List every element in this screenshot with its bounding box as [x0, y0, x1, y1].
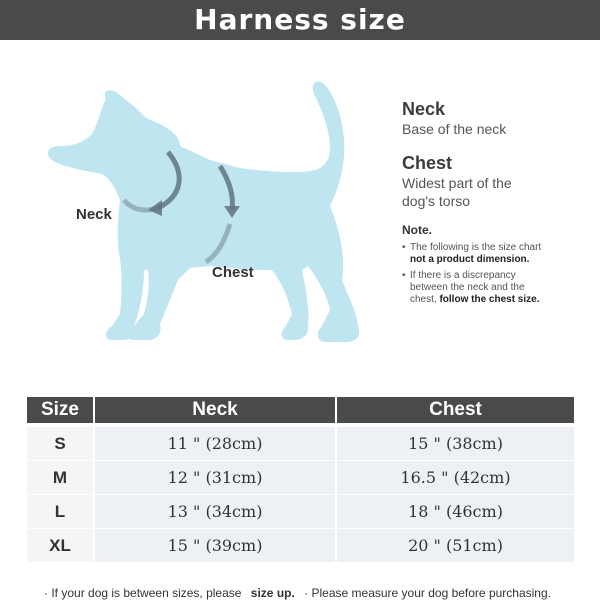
- note-item-2: [402, 270, 592, 306]
- size-cell: M: [27, 461, 93, 494]
- header-chest: Chest: [337, 397, 574, 423]
- chest-cell: 16.5 " (42cm): [337, 461, 574, 494]
- chest-description-line2: dog's torso: [402, 193, 471, 209]
- measurement-info: [402, 98, 592, 306]
- chest-cell: 15 " (38cm): [337, 427, 574, 460]
- footer-notes: [44, 586, 563, 600]
- note2-emphasis: follow the chest size.: [439, 294, 540, 305]
- header-neck: Neck: [95, 397, 335, 423]
- note2-line1: If there is a discrepancy: [410, 270, 516, 281]
- footer-note-1: · If your dog is between sizes, please size up.: [44, 586, 295, 600]
- table-row: [27, 495, 574, 529]
- size-cell: S: [27, 427, 93, 460]
- note-item-1: [402, 242, 592, 266]
- footer-note-2: · Please measure your dog before purchasing.: [304, 586, 551, 600]
- note1-line2: not a product dimension.: [410, 254, 530, 265]
- chest-cell: 20 " (51cm): [337, 529, 574, 562]
- chest-label: Chest: [212, 264, 254, 281]
- neck-title: Neck: [402, 99, 446, 119]
- footer-note-1-text: If your dog is between sizes, please: [51, 586, 242, 600]
- size-cell: XL: [27, 529, 93, 562]
- neck-cell: 12 " (31cm): [95, 461, 335, 494]
- footer-note-2-text: Please measure your dog before purchasing.: [311, 586, 551, 600]
- table-row: [27, 529, 574, 563]
- header-size: Size: [27, 397, 93, 423]
- note2-line2: between the neck and the: [410, 282, 525, 293]
- table-row: [27, 461, 574, 495]
- neck-cell: 15 " (39cm): [95, 529, 335, 562]
- footer-note-1-emphasis: size up.: [250, 586, 295, 600]
- note2-line3: chest,: [410, 294, 437, 305]
- chest-description-line1: Widest part of the: [402, 175, 512, 191]
- page-title: Harness size: [0, 0, 600, 40]
- table-header-row: [27, 397, 574, 424]
- note-title: Note.: [402, 223, 432, 237]
- chest-title: Chest: [402, 153, 453, 173]
- note1-line1: The following is the size chart: [410, 242, 542, 253]
- neck-cell: 13 " (34cm): [95, 495, 335, 528]
- size-cell: L: [27, 495, 93, 528]
- size-table: [27, 397, 574, 563]
- neck-description: Base of the neck: [402, 121, 507, 137]
- table-row: [27, 427, 574, 461]
- chest-cell: 18 " (46cm): [337, 495, 574, 528]
- neck-label: Neck: [76, 206, 112, 223]
- dog-diagram: [40, 70, 380, 360]
- neck-cell: 11 " (28cm): [95, 427, 335, 460]
